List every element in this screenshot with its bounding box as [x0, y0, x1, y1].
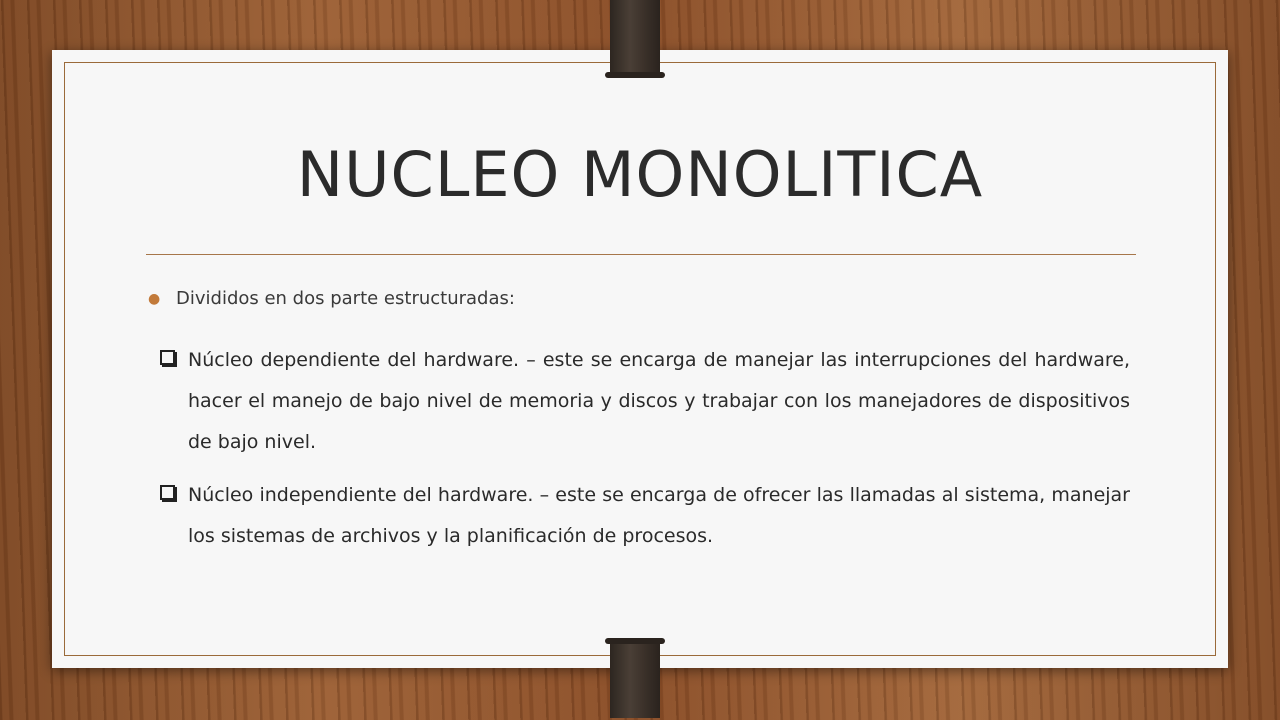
dot-bullet-icon: ● — [148, 290, 161, 307]
item-list — [160, 340, 1130, 569]
clip-bottom — [605, 638, 665, 644]
slide-title: NUCLEO MONOLITICA — [296, 138, 984, 211]
slide-card — [52, 50, 1228, 668]
title-divider — [146, 254, 1136, 255]
bullet-line — [148, 288, 515, 309]
list-item-text: Núcleo dependiente del hardware. – este se encarga de manejar las interrupciones del hardware, hacer el manejo de bajo nivel de memoria y discos y trabajar con los manejadores de dispositivos de bajo nivel. — [188, 349, 1130, 453]
square-checkbox-bullet-icon — [160, 485, 175, 500]
square-checkbox-bullet-icon — [160, 350, 175, 365]
list-item — [160, 340, 1130, 463]
list-item-text: Núcleo independiente del hardware. – este se encarga de ofrecer las llamadas al sistema, manejar los sistemas de archivos y la planificación de procesos. — [188, 484, 1130, 547]
strap-bottom — [610, 642, 660, 718]
strap-top — [610, 0, 660, 76]
clip-top — [605, 72, 665, 78]
list-item — [160, 475, 1130, 557]
bullet-text: Divididos en dos parte estructuradas: — [176, 288, 515, 309]
